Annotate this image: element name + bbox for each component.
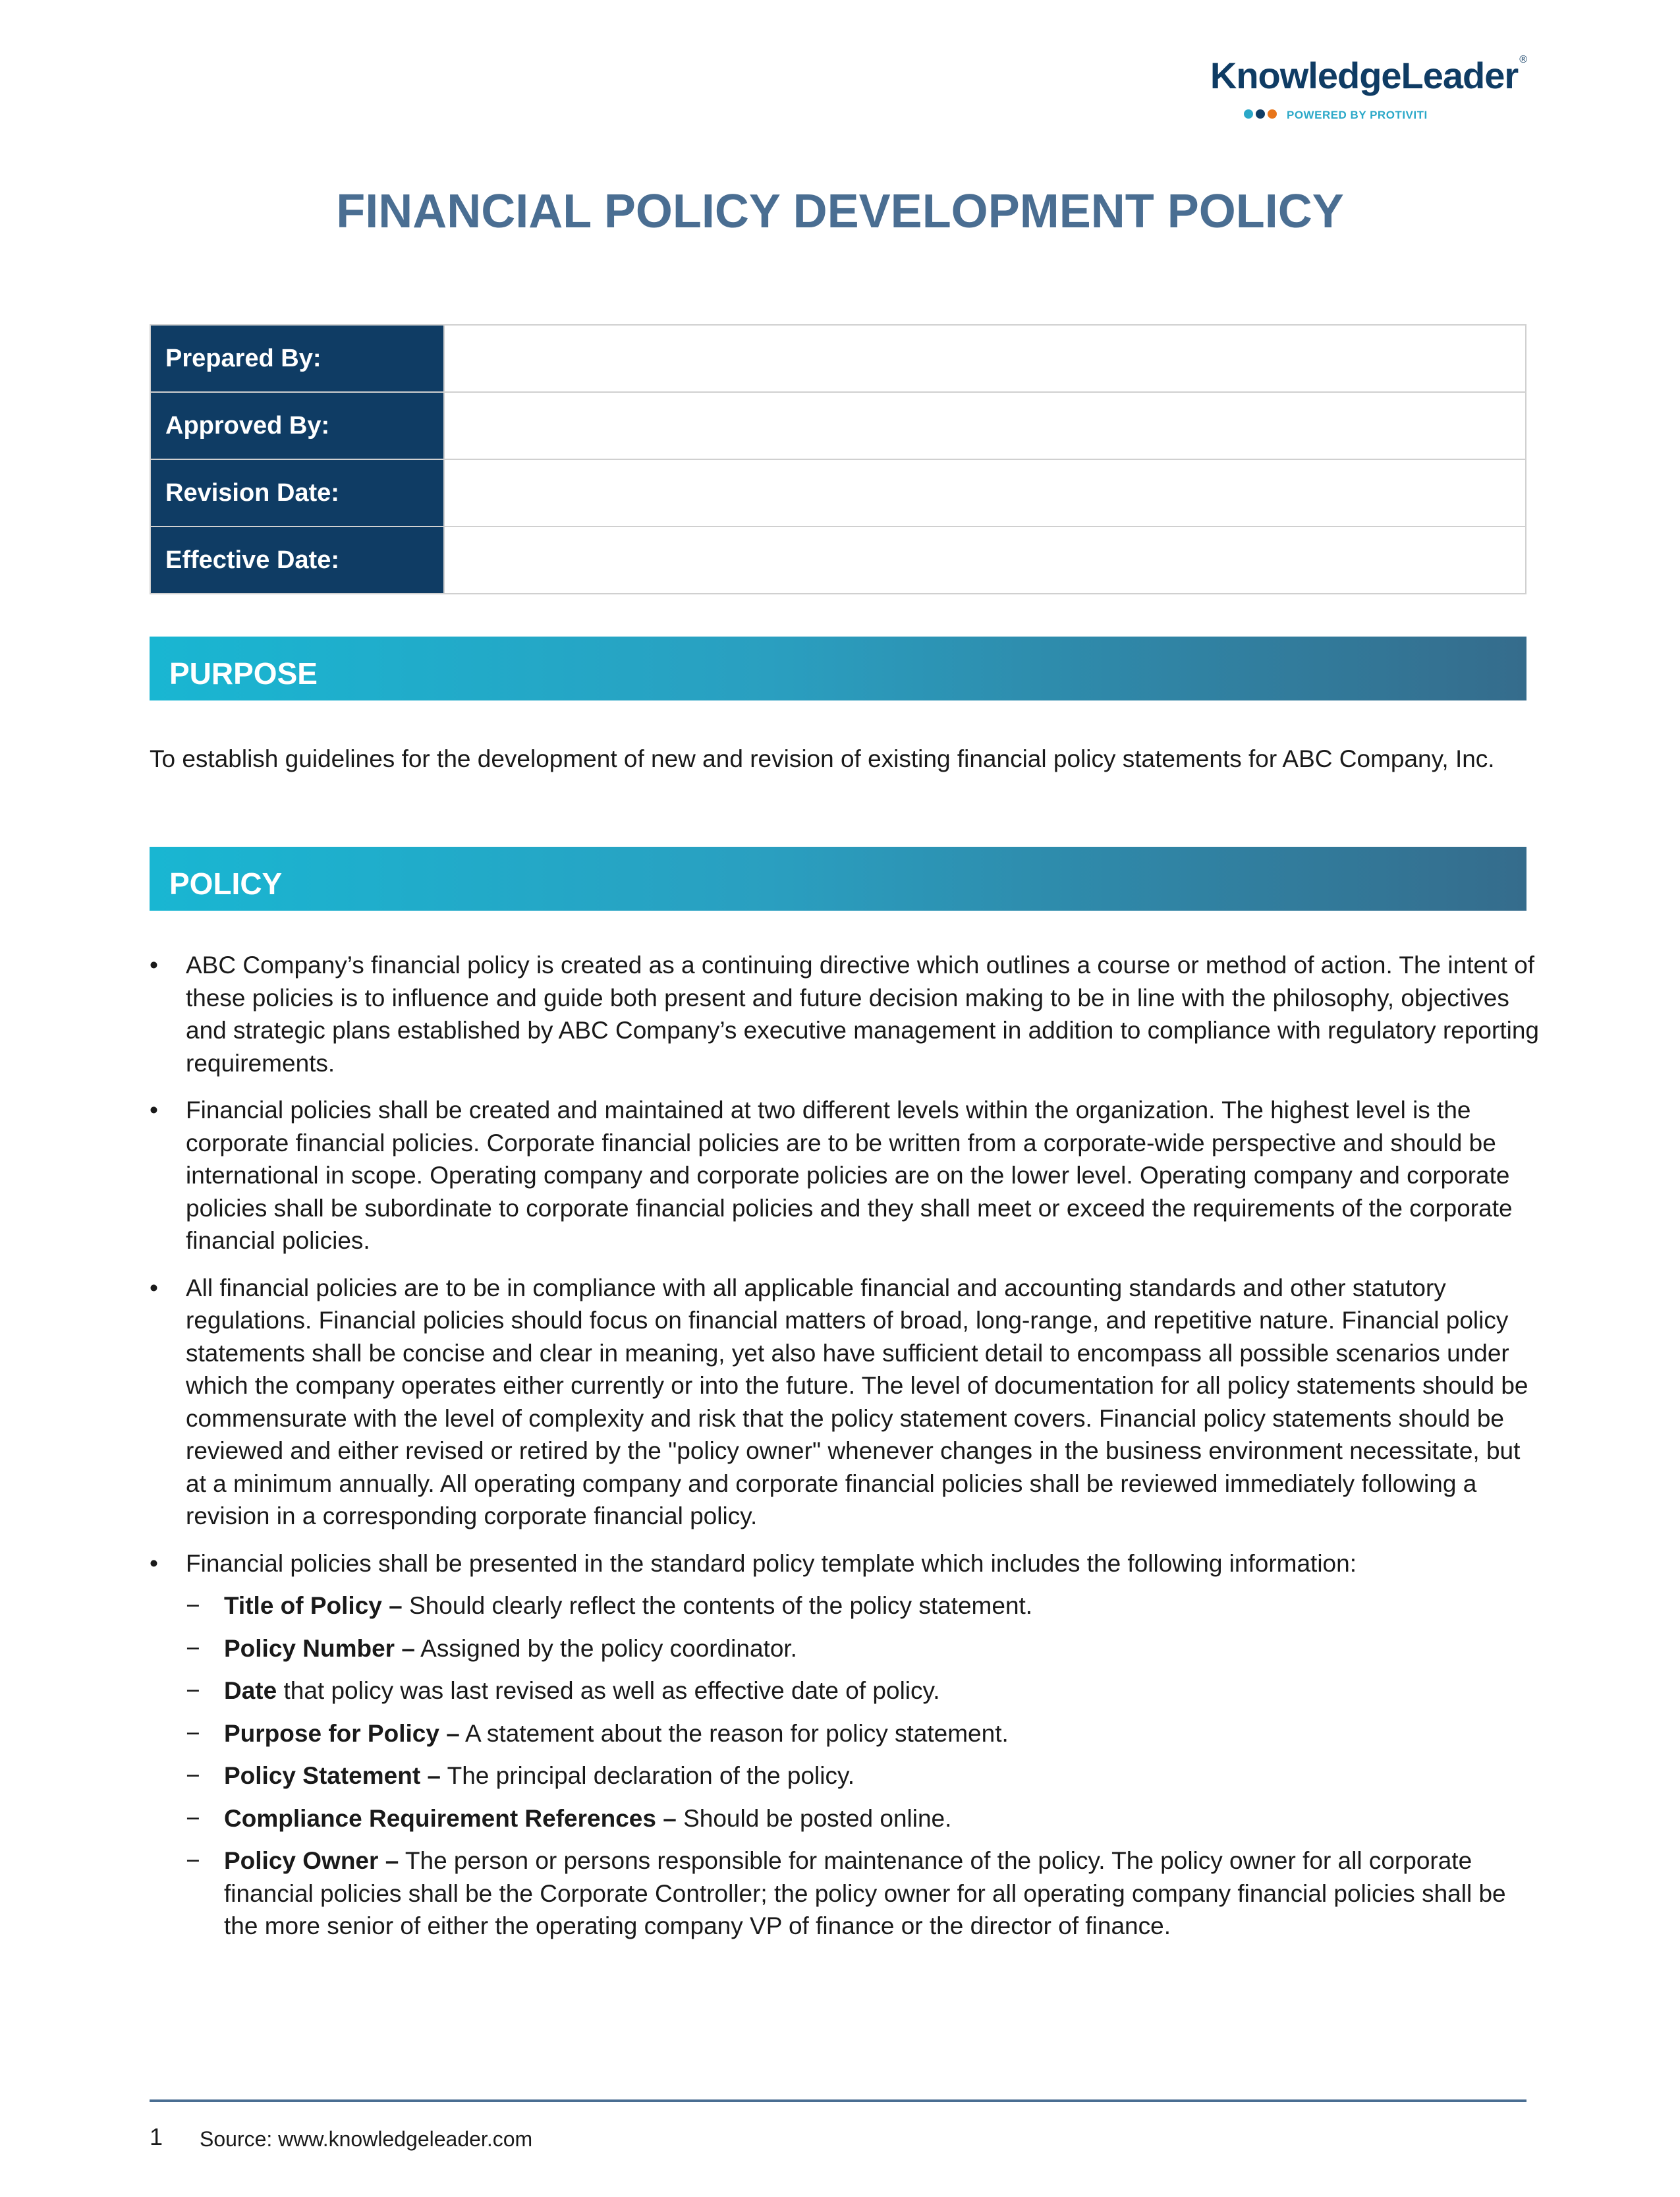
footer-divider: [150, 2099, 1526, 2102]
template-item: [186, 1844, 1540, 1943]
template-item-term: Compliance Requirement References –: [224, 1804, 677, 1832]
template-item-term: Purpose for Policy –: [224, 1719, 460, 1747]
template-item-term: Policy Owner –: [224, 1847, 399, 1874]
logo-trademark: ®: [1519, 54, 1526, 65]
dash-icon: −: [186, 1804, 200, 1832]
dash-icon: −: [186, 1847, 200, 1874]
policy-bullet: [150, 949, 1540, 1079]
policy-bullet-text: ABC Company’s financial policy is created as a continuing directive which outlines a course or method of action. The intent of these policies is to influence and guide both present and future decision making to be in line with the philosophy, objectives and strategic plans established by ABC Company’s executive management in addition to compliance with regulatory reporting requirements.: [186, 952, 1539, 1077]
policy-heading-bar: [150, 847, 1526, 911]
policy-bullet-text: All financial policies are to be in compliance with all applicable financial and accounting standards and other statutory regulations. Financial policies should focus on financial matters of broad, long-range, and repetitive nature. Financial policy statements shall be concise and clear in meaning, yet also have sufficient detail to encompass all possible scenarios under which the company operates either currently or into the future. The level of documentation for all policy statements should be commensurate with the level of complexity and risk that the policy statement covers. Financial policy statements should be reviewed and either revised or retired by the "policy owner" whenever changes in the business environment necessitate, but at a minimum annually. All operating company and corporate financial policies shall be reviewed immediately following a revision in a corresponding corporate financial policy.: [186, 1274, 1528, 1529]
info-row: [150, 459, 1526, 527]
template-item-term: Date: [224, 1677, 277, 1704]
info-value-field[interactable]: [444, 527, 1526, 594]
template-item-term: Policy Statement –: [224, 1762, 441, 1789]
policy-bullet: [150, 1094, 1540, 1257]
template-item-term: Policy Number –: [224, 1634, 415, 1662]
template-item-text: The principal declaration of the policy.: [441, 1762, 855, 1789]
template-item-text: Assigned by the policy coordinator.: [414, 1634, 797, 1662]
template-item-text: Should clearly reflect the contents of the policy statement.: [402, 1592, 1033, 1619]
purpose-heading: PURPOSE: [169, 656, 318, 691]
bullet-icon: •: [150, 1274, 158, 1301]
template-item: [186, 1717, 1540, 1750]
logo-powered-by: POWERED BY PROTIVITI: [1287, 109, 1428, 121]
logo-wordmark: KnowledgeLeader: [1210, 55, 1519, 96]
dash-icon: −: [186, 1677, 200, 1704]
info-value-field[interactable]: [444, 392, 1526, 459]
dash-icon: −: [186, 1592, 200, 1619]
policy-bullet: [150, 1272, 1540, 1533]
bullet-icon: •: [150, 1097, 158, 1124]
template-item-text: The person or persons responsible for maintenance of the policy. The policy owner for all corporate financial policies shall be the Corporate Controller; the policy owner for all operating company financial policies shall be the more senior of either the operating company VP of finance or the director of finance.: [224, 1847, 1506, 1939]
document-info-table: [150, 324, 1526, 594]
document-title: FINANCIAL POLICY DEVELOPMENT POLICY: [336, 185, 1344, 238]
info-value-field[interactable]: [444, 459, 1526, 527]
info-label: Prepared By:: [150, 325, 444, 392]
template-item: [186, 1632, 1540, 1665]
template-item: [186, 1802, 1540, 1835]
purpose-text: To establish guidelines for the development of new and revision of existing financial policy statements for ABC Company, Inc.: [150, 745, 1495, 772]
policy-bullet: [150, 1547, 1540, 1943]
logo-dots-icon: [1244, 109, 1279, 121]
source-text: Source: www.knowledgeleader.com: [200, 2127, 533, 2151]
knowledgeleader-logo: [1184, 54, 1526, 127]
dash-icon: −: [186, 1762, 200, 1789]
policy-heading: POLICY: [169, 867, 283, 901]
info-row: [150, 392, 1526, 459]
template-item-term: Title of Policy –: [224, 1592, 403, 1619]
template-item-text: Should be posted online.: [676, 1804, 952, 1832]
purpose-heading-bar: [150, 637, 1526, 700]
info-row: [150, 527, 1526, 594]
bullet-icon: •: [150, 952, 158, 979]
template-item: [186, 1759, 1540, 1792]
dash-icon: −: [186, 1719, 200, 1747]
template-item: [186, 1589, 1540, 1622]
policy-bullet-text: Financial policies shall be created and maintained at two different levels within the organization. The highest level is the corporate financial policies. Corporate financial policies are to be written from a corporate-wide perspective and should be international in scope. Operating company and corporate policies are on the lower level. Operating company and corporate policies shall be subordinate to corporate financial policies and they shall meet or exceed the requirements of the corporate financial policies.: [186, 1097, 1513, 1254]
info-label: Effective Date:: [150, 527, 444, 594]
policy-bullet-list: [150, 949, 1540, 1957]
template-items-list: [186, 1589, 1540, 1943]
template-item-text: A statement about the reason for policy statement.: [459, 1719, 1009, 1747]
dash-icon: −: [186, 1634, 200, 1662]
policy-bullet-text: Financial policies shall be presented in the standard policy template which includes the following information:: [186, 1549, 1357, 1577]
info-row: [150, 325, 1526, 392]
template-item: [186, 1674, 1540, 1707]
bullet-icon: •: [150, 1549, 158, 1577]
logo-dot-2: [1256, 109, 1265, 119]
logo-dot-3: [1268, 109, 1277, 119]
logo-dot-1: [1244, 109, 1253, 119]
info-value-field[interactable]: [444, 325, 1526, 392]
template-item-text: that policy was last revised as well as effective date of policy.: [277, 1677, 940, 1704]
info-label: Revision Date:: [150, 459, 444, 527]
page-number: 1: [150, 2123, 163, 2150]
info-label: Approved By:: [150, 392, 444, 459]
